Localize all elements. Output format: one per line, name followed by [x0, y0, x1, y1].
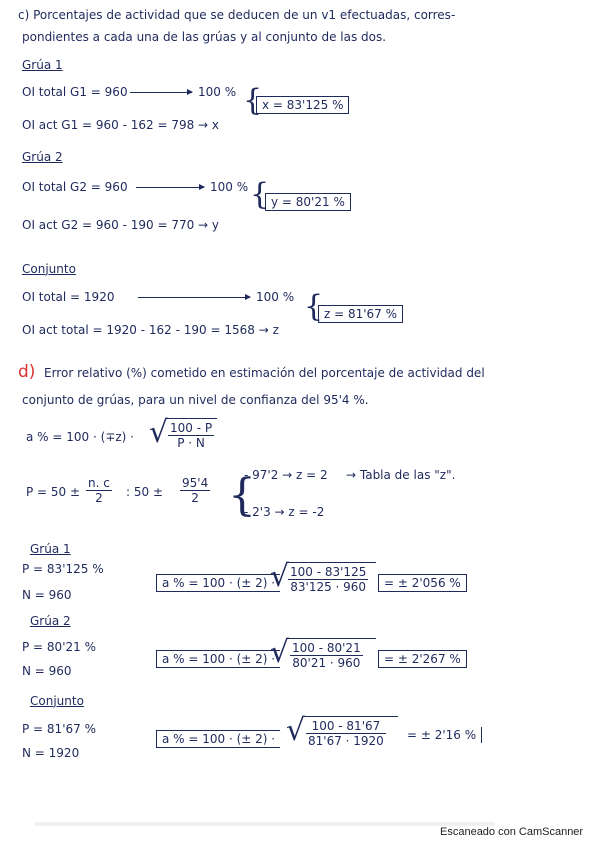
d-grua2-num: 100 - 80'21 — [292, 641, 361, 655]
c-grua2-brace: { — [250, 177, 270, 212]
d-general-fraction-num: 100 - P — [170, 421, 213, 435]
d-general-sqrt-sign: √ — [149, 415, 169, 450]
c-grua2-result-wrap — [265, 193, 351, 211]
scanner-watermark: Escaneado con CamScanner — [440, 826, 584, 838]
d-p-brace: { — [228, 470, 256, 521]
c-conjunto-result: z = 81'67 % — [318, 305, 403, 323]
d-grua1-sqrt-bar — [286, 562, 376, 563]
d-p-frac2-den: 2 — [191, 491, 199, 505]
d-conjunto-sqrt-bar — [302, 716, 398, 717]
c-grua1-total-pct: 100 % — [198, 85, 237, 99]
d-general-fraction-den: P · N — [177, 436, 205, 450]
d-p-frac2-num: 95'4 — [182, 476, 209, 490]
d-conjunto-heading: Conjunto — [30, 694, 84, 708]
c-grua2-result: y = 80'21 % — [265, 193, 351, 211]
c-conjunto-total: OI total = 1920 — [22, 290, 115, 304]
c-conjunto-total-pct: 100 % — [256, 290, 295, 304]
d-grua2-heading: Grúa 2 — [30, 614, 71, 628]
d-conjunto-result: = ± 2'16 % — [402, 727, 482, 743]
d-grua1-result: = ± 2'056 % — [378, 574, 467, 592]
d-p-mid: : 50 ± — [126, 485, 163, 499]
d-grua2-den: 80'21 · 960 — [292, 656, 361, 670]
d-grua2-lhs: a % = 100 · (± 2) · — [156, 650, 280, 668]
c-grua2-total-pct: 100 % — [210, 180, 249, 194]
d-grua2-fraction — [290, 641, 363, 670]
c-grua1-result: x = 83'125 % — [256, 96, 349, 114]
d-conjunto-lhs-wrap — [156, 730, 280, 748]
d-grua1-fraction — [288, 565, 368, 594]
c-conjunto-heading: Conjunto — [22, 262, 76, 276]
section-d-letter: d) — [18, 362, 36, 382]
d-grua1-heading: Grúa 1 — [30, 542, 71, 556]
c-grua2-heading: Grúa 2 — [22, 150, 63, 164]
d-conjunto-sqrt-sign: √ — [286, 713, 306, 748]
d-grua1-num: 100 - 83'125 — [290, 565, 367, 579]
c-grua1-total: OI total G1 = 960 — [22, 85, 128, 99]
d-conjunto-n: N = 1920 — [22, 746, 80, 760]
d-p-frac1-num: n. c — [88, 476, 110, 490]
d-grua2-n: N = 960 — [22, 664, 72, 678]
c-conjunto-act: OI act total = 1920 - 162 - 190 = 1568 → z — [22, 323, 279, 337]
d-grua2-sqrt-sign: √ — [270, 635, 290, 670]
c-grua1-arrow — [130, 92, 192, 93]
section-c-intro-line-2: pondientes a cada una de las grúas y al conjunto de las dos. — [22, 30, 387, 44]
d-grua2-result-wrap — [378, 650, 467, 668]
d-conjunto-lhs: a % = 100 · (± 2) · — [156, 730, 280, 748]
d-conjunto-num: 100 - 81'67 — [306, 719, 386, 734]
c-conjunto-brace: { — [304, 289, 324, 324]
c-grua1-brace: { — [243, 83, 263, 118]
d-grua2-p: P = 80'21 % — [22, 640, 96, 654]
d-grua2-sqrt-bar — [286, 638, 376, 639]
d-p-frac1 — [86, 476, 112, 505]
d-conjunto-result-wrap — [402, 727, 482, 743]
d-case1: - 97'2 → z = 2 — [244, 468, 328, 482]
section-c-intro-line-1: c) Porcentajes de actividad que se deducen de un v1 efectuadas, corres- — [18, 8, 456, 22]
d-conjunto-p: P = 81'67 % — [22, 722, 96, 736]
d-general-fraction — [168, 421, 214, 450]
d-grua2-lhs-wrap — [156, 650, 280, 668]
section-d-intro-line-1: Error relativo (%) cometido en estimación del porcentaje de actividad del — [44, 366, 485, 380]
d-conjunto-fraction — [306, 719, 386, 748]
d-grua2-result: = ± 2'267 % — [378, 650, 467, 668]
c-grua1-result-wrap — [256, 96, 349, 114]
d-grua1-lhs-wrap — [156, 574, 280, 592]
d-grua1-den: 83'125 · 960 — [290, 580, 367, 594]
d-conjunto-den: 81'67 · 1920 — [308, 734, 384, 748]
c-conjunto-result-wrap — [318, 305, 403, 323]
c-grua1-heading: Grúa 1 — [22, 58, 63, 72]
c-grua2-total: OI total G2 = 960 — [22, 180, 128, 194]
c-conjunto-arrow — [138, 297, 250, 298]
d-p-lhs: P = 50 ± — [26, 485, 81, 499]
c-grua2-act: OI act G2 = 960 - 190 = 770 → y — [22, 218, 220, 232]
d-grua1-lhs: a % = 100 · (± 2) · — [156, 574, 280, 592]
d-case1-note: → Tabla de las "z". — [346, 468, 456, 482]
c-grua2-arrow — [136, 187, 204, 188]
d-general-sqrt-bar — [165, 418, 217, 419]
c-grua1-act: OI act G1 = 960 - 162 = 798 → x — [22, 118, 220, 132]
d-p-frac2 — [180, 476, 210, 505]
d-grua1-n: N = 960 — [22, 588, 72, 602]
d-grua1-sqrt-sign: √ — [270, 559, 290, 594]
d-general-formula-lhs: a % = 100 · (∓z) · — [26, 430, 134, 444]
section-d-intro-line-2: conjunto de grúas, para un nivel de confianza del 95'4 %. — [22, 393, 369, 407]
d-grua1-p: P = 83'125 % — [22, 562, 104, 576]
d-case2: - 2'3 → z = -2 — [244, 505, 325, 519]
faint-scan-artifact — [35, 822, 495, 826]
d-grua1-result-wrap — [378, 574, 467, 592]
d-p-frac1-den: 2 — [95, 491, 103, 505]
